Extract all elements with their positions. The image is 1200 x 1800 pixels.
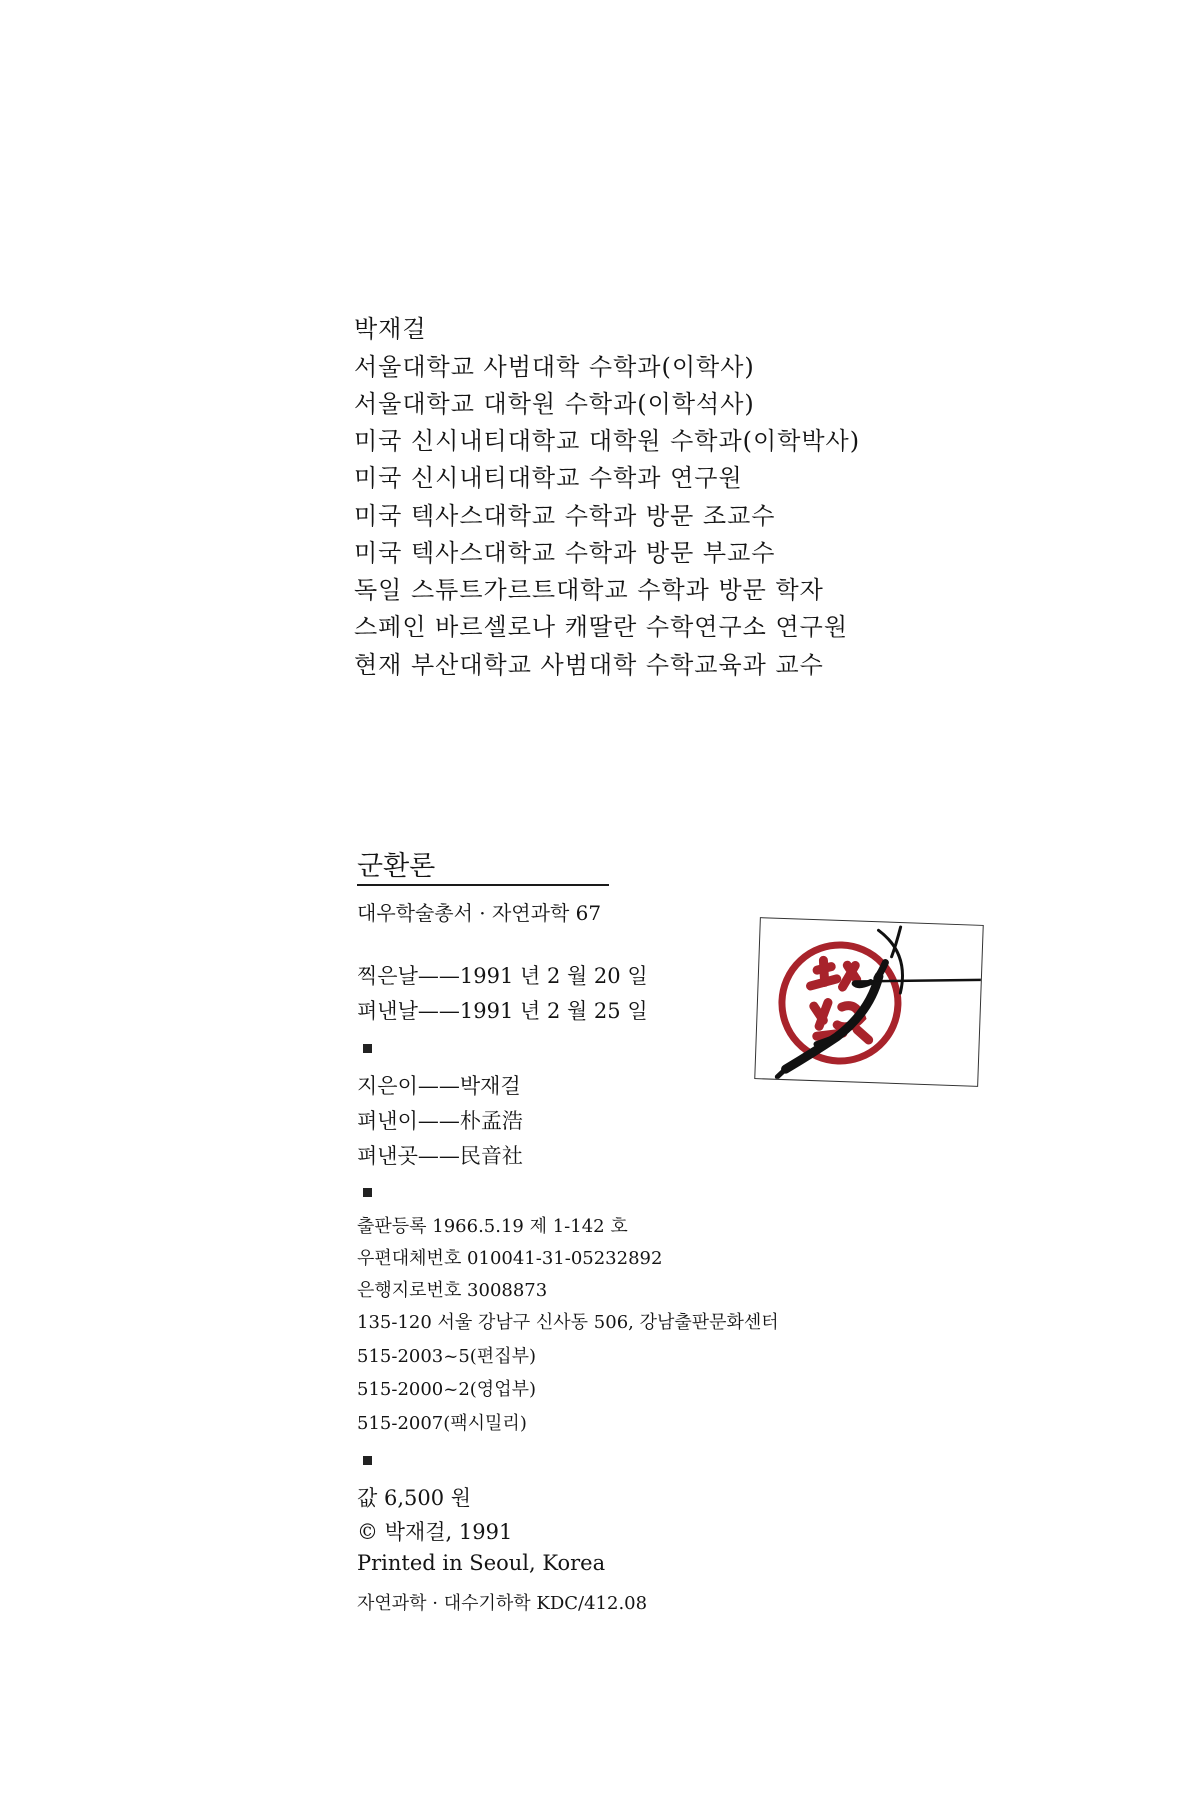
career-item: 서울대학교 사범대학 수학과(이학사)	[354, 353, 755, 381]
copyright: © 박재걸, 1991	[357, 1520, 513, 1544]
author-name: 박재걸	[354, 315, 427, 343]
phone-sales: 515-2000~2(영업부)	[357, 1379, 536, 1400]
postal-transfer: 우편대체번호 010041-31-05232892	[357, 1248, 663, 1269]
printed-in: Printed in Seoul, Korea	[357, 1551, 606, 1575]
phone-fax: 515-2007(팩시밀리)	[357, 1413, 527, 1434]
section-bullet	[363, 1188, 372, 1197]
career-item: 독일 스튜트가르트대학교 수학과 방문 학자	[354, 576, 824, 604]
career-item: 현재 부산대학교 사범대학 수학교육과 교수	[354, 651, 824, 679]
career-item: 미국 신시내티대학교 수학과 연구원	[354, 464, 743, 492]
author-seal-stamp	[754, 917, 984, 1087]
book-title: 군환론	[357, 851, 436, 882]
bank-giro: 은행지로번호 3008873	[357, 1280, 548, 1301]
publish-date: 펴낸날——1991 년 2 월 25 일	[357, 999, 648, 1023]
author-credit: 지은이——박재걸	[357, 1074, 521, 1098]
section-bullet	[363, 1044, 372, 1053]
series-label: 대우학술총서 · 자연과학 67	[357, 901, 602, 925]
career-item: 서울대학교 대학원 수학과(이학석사)	[354, 390, 755, 418]
section-bullet	[363, 1456, 372, 1465]
seal-icon	[755, 918, 982, 1086]
career-item: 미국 텍사스대학교 수학과 방문 조교수	[354, 502, 776, 530]
address: 135-120 서울 강남구 신사동 506, 강남출판문화센터	[357, 1312, 779, 1333]
price: 값 6,500 원	[357, 1486, 472, 1510]
career-item: 스페인 바르셀로나 캐딸란 수학연구소 연구원	[354, 613, 849, 641]
title-rule	[357, 884, 609, 886]
phone-editorial: 515-2003~5(편집부)	[357, 1346, 536, 1367]
career-item: 미국 텍사스대학교 수학과 방문 부교수	[354, 539, 776, 567]
registration-info: 출판등록 1966.5.19 제 1-142 호	[357, 1216, 628, 1237]
classification: 자연과학 · 대수기하학 KDC/412.08	[357, 1593, 648, 1614]
publisher-house: 펴낸곳——民音社	[357, 1144, 523, 1168]
print-date: 찍은날——1991 년 2 월 20 일	[357, 964, 648, 988]
career-item: 미국 신시내티대학교 대학원 수학과(이학박사)	[354, 427, 861, 455]
publisher-person: 펴낸이——朴孟浩	[357, 1109, 523, 1133]
